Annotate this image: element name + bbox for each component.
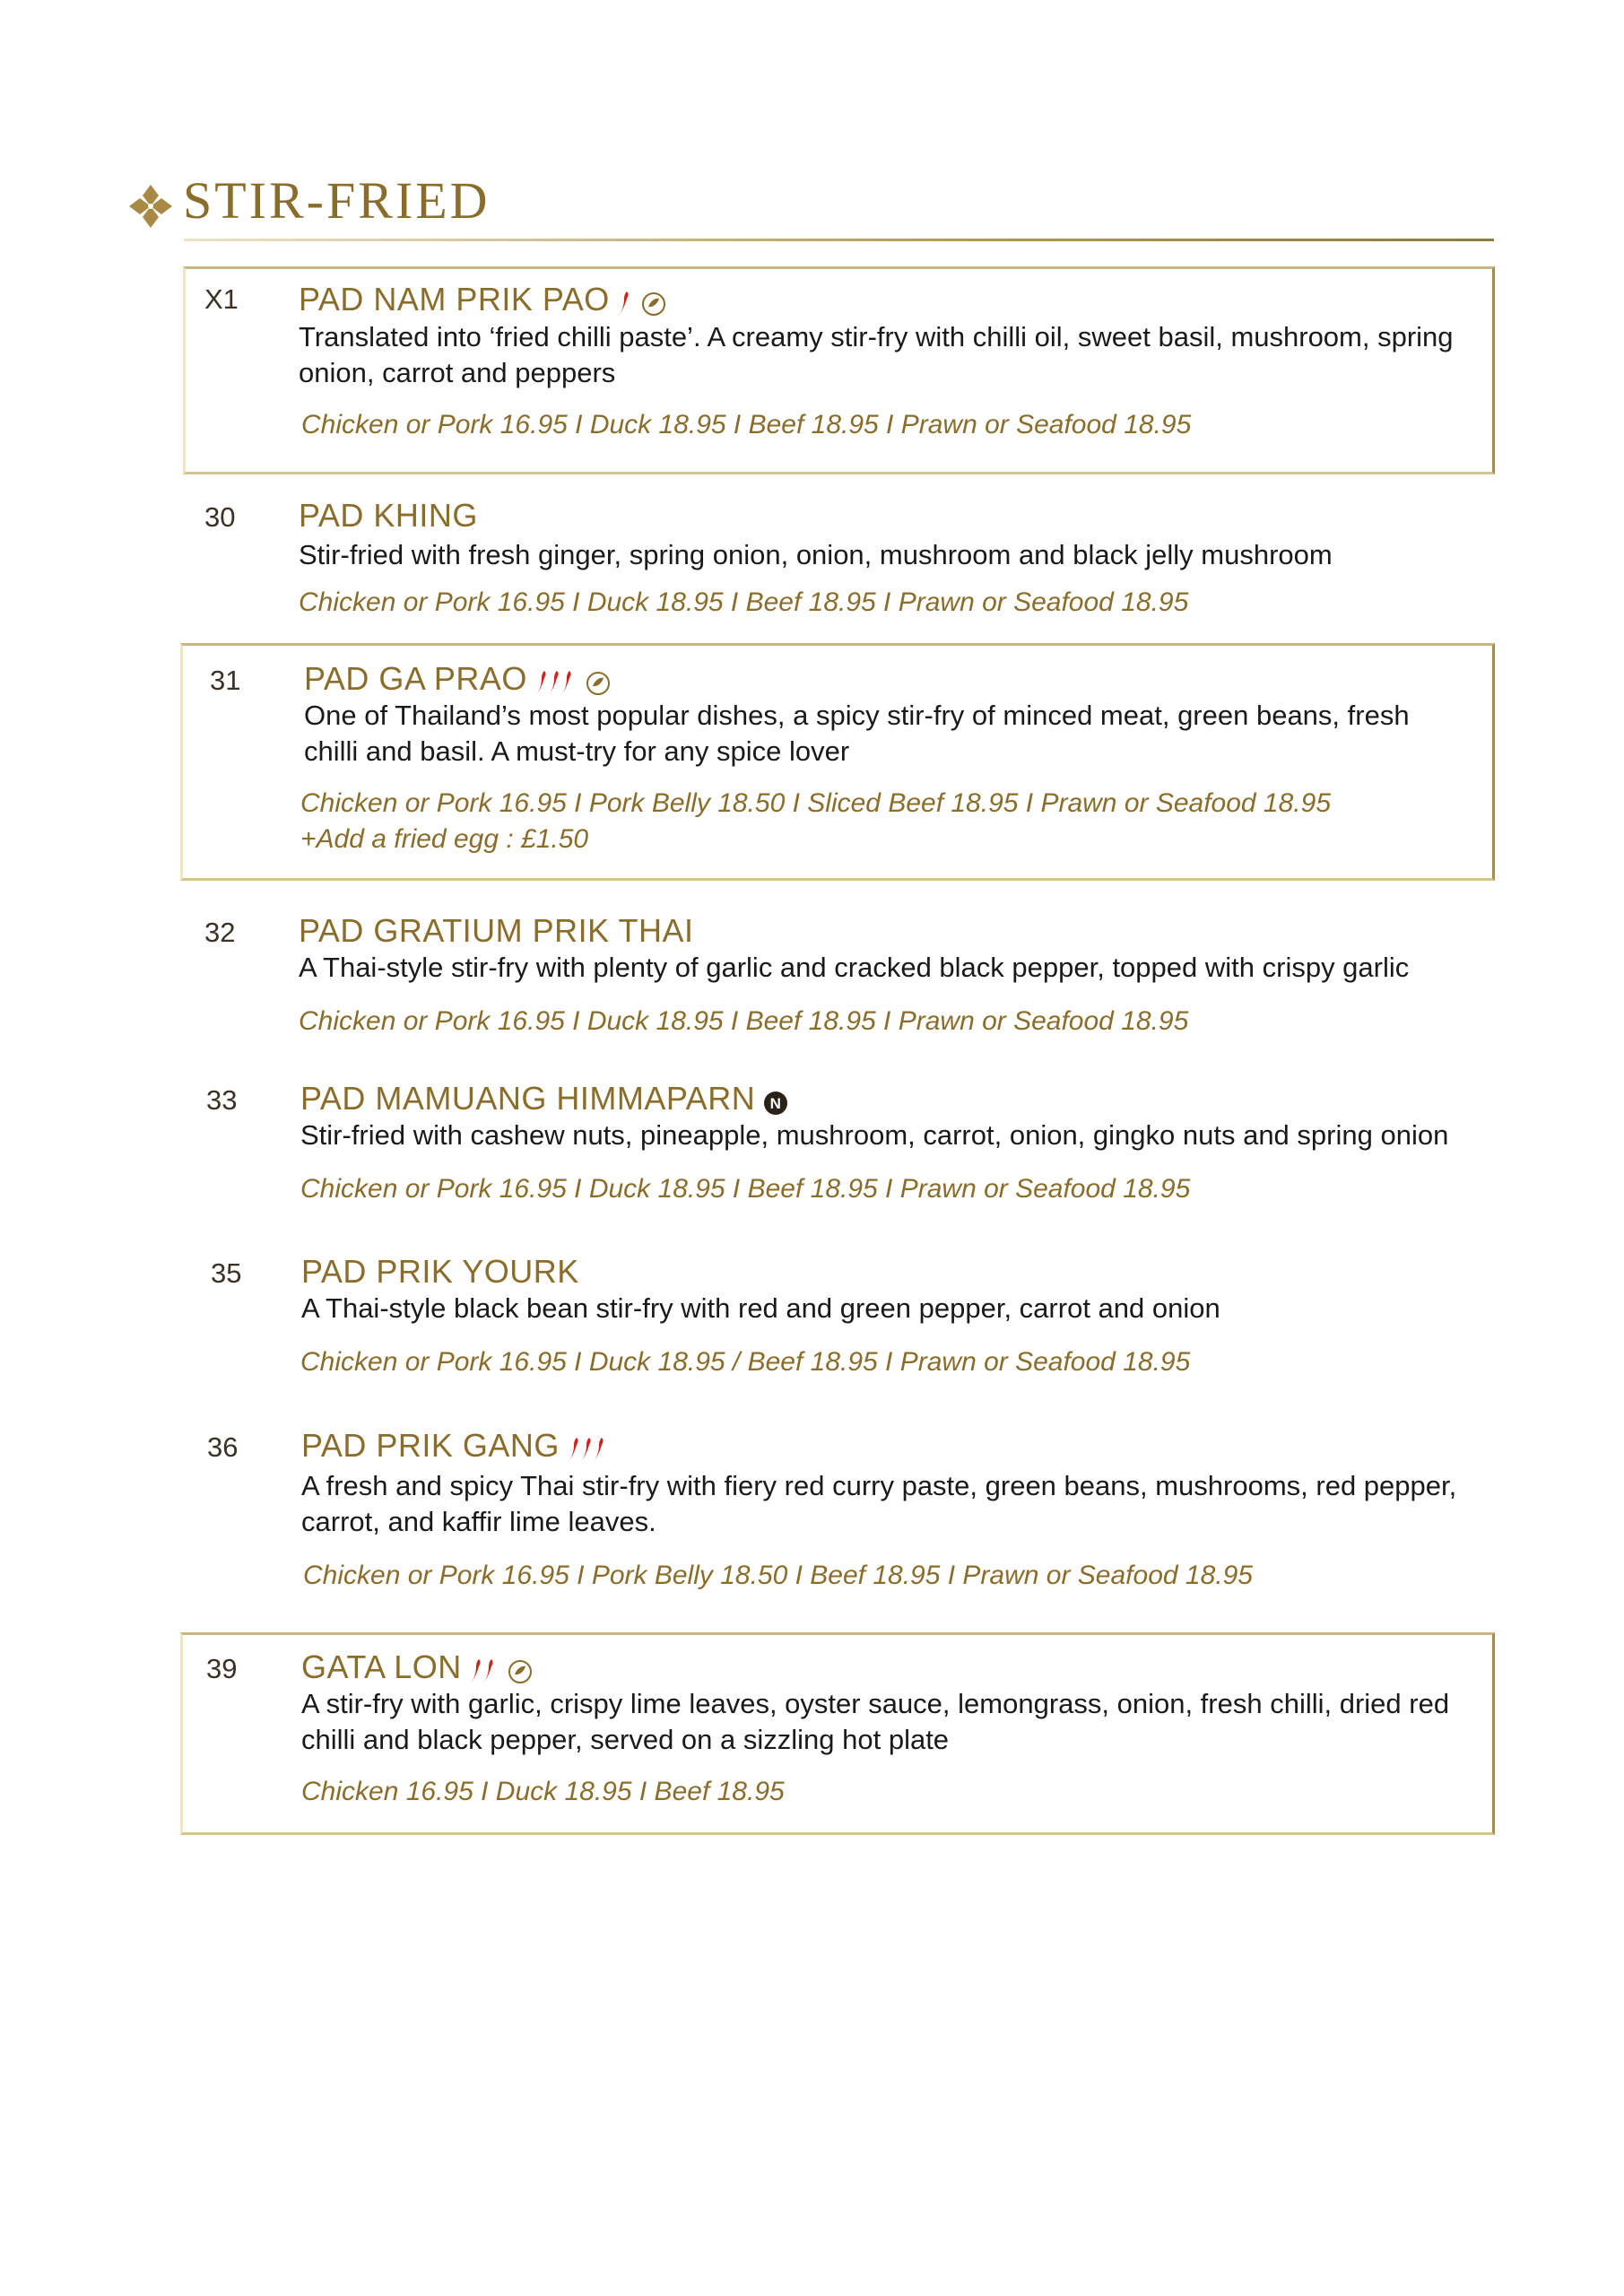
- dish-name: PAD PRIK YOURK: [301, 1253, 579, 1290]
- dish-description: Stir-fried with cashew nuts, pineapple, mushroom, carrot, onion, gingko nuts and spring onion: [300, 1119, 1449, 1151]
- dish-description: Stir-fried with fresh ginger, spring onion, onion, mushroom and black jelly mushroom: [299, 539, 1333, 570]
- dish-addon: +Add a fried egg : £1.50: [300, 824, 589, 854]
- dish-number: 36: [207, 1431, 239, 1463]
- vegetarian-option-icon: [640, 291, 667, 317]
- dish-prices: Chicken or Pork 16.95 I Duck 18.95 I Beef 18.95 I Prawn or Seafood 18.95: [299, 587, 1189, 617]
- dish-description: A Thai-style stir-fry with plenty of garlic and cracked black pepper, topped with crispy garlic: [299, 952, 1410, 983]
- chilli-icon: [534, 669, 576, 698]
- dish-number: 31: [210, 665, 241, 696]
- dish-number: 35: [211, 1257, 242, 1289]
- dish-name: PAD NAM PRIK PAO: [299, 280, 667, 321]
- dish-prices: Chicken or Pork 16.95 I Duck 18.95 I Beef 18.95 I Prawn or Seafood 18.95: [300, 1174, 1191, 1204]
- header-divider: [184, 239, 1494, 241]
- dish-prices: Chicken or Pork 16.95 I Duck 18.95 I Beef 18.95 I Prawn or Seafood 18.95: [299, 1006, 1189, 1036]
- dish-name: PAD KHING: [299, 497, 478, 534]
- dish-name: PAD PRIK GANG: [301, 1426, 608, 1467]
- dish-name: PAD GRATIUM PRIK THAI: [299, 912, 694, 949]
- dish-prices: Chicken 16.95 I Duck 18.95 I Beef 18.95: [301, 1777, 785, 1806]
- dish-name: PAD MAMUANG HIMMAPARN N: [300, 1079, 789, 1120]
- dish-prices: Chicken or Pork 16.95 I Duck 18.95 I Beef 18.95 I Prawn or Seafood 18.95: [301, 410, 1192, 439]
- dish-number: 30: [204, 501, 236, 533]
- dish-prices: Chicken or Pork 16.95 I Duck 18.95 / Beef 18.95 I Prawn or Seafood 18.95: [300, 1347, 1191, 1377]
- svg-text:N: N: [769, 1094, 782, 1112]
- diamond-ornament-icon: [127, 183, 174, 230]
- chilli-icon: [567, 1436, 608, 1465]
- dish-description: A fresh and spicy Thai stir-fry with fiery red curry paste, green beans, mushrooms, red pepper, carrot, and kaffir lime leaves.: [301, 1470, 1457, 1537]
- chilli-icon: [469, 1657, 498, 1686]
- dish-description: A stir-fry with garlic, crispy lime leaves, oyster sauce, lemongrass, onion, fresh chilli, dried red chilli and black pepper, served on a sizzling hot plate: [301, 1688, 1450, 1755]
- dish-description: A Thai-style black bean stir-fry with red and green pepper, carrot and onion: [301, 1292, 1220, 1324]
- dish-name: GATA LON: [301, 1648, 534, 1689]
- dish-number: 39: [206, 1653, 238, 1684]
- dish-prices: Chicken or Pork 16.95 I Pork Belly 18.50 I Sliced Beef 18.95 I Prawn or Seafood 18.95: [300, 788, 1332, 818]
- vegetarian-option-icon: [585, 670, 612, 697]
- nuts-icon: [762, 1090, 789, 1117]
- chilli-icon: [617, 290, 631, 318]
- dish-description: Translated into ‘fried chilli paste’. A creamy stir-fry with chilli oil, sweet basil, mushroom, spring onion, carrot and peppers: [299, 321, 1454, 388]
- section-title: STIR-FRIED: [183, 171, 491, 230]
- dish-number: 33: [206, 1084, 238, 1116]
- dish-name: PAD GA PRAO: [304, 659, 612, 700]
- dish-number: X1: [204, 283, 239, 315]
- vegetarian-option-icon: [507, 1658, 534, 1685]
- section-header: [127, 167, 1494, 239]
- dish-prices: Chicken or Pork 16.95 I Pork Belly 18.50 I Beef 18.95 I Prawn or Seafood 18.95: [303, 1561, 1253, 1590]
- dish-number: 32: [204, 917, 236, 948]
- dish-description: One of Thailand’s most popular dishes, a spicy stir-fry of minced meat, green beans, fresh chilli and basil. A must-try for any spice lover: [304, 700, 1410, 767]
